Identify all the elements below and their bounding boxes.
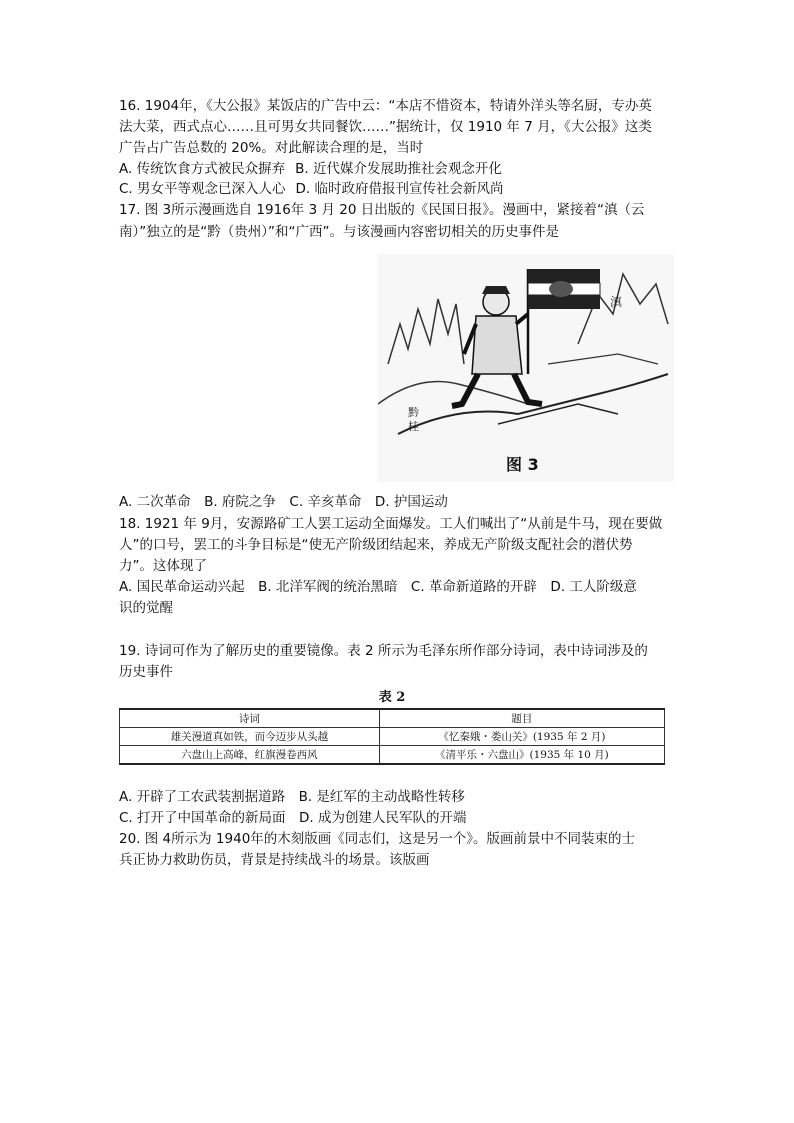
cartoon-illustration [378, 254, 674, 482]
q18-stem-line-3: 力”。这体现了 [119, 558, 207, 574]
svg-text:滇: 滇 [610, 295, 623, 309]
figure-3-label: 图 3 [506, 455, 539, 474]
poem-table [119, 708, 665, 765]
table-cell-title: 《清平乐・六盘山》(1935 年 10 月) [379, 746, 664, 765]
q16-options-cd [119, 179, 504, 199]
q19-options-cd: C. 打开了中国革命的新局面 D. 成为创建人民军队的开端 [119, 810, 467, 826]
q17-stem-line-1: 17. 图 3所示漫画选自 1916年 3 月 20 日出版的《民国日报》。漫画中，紧接着“滇（云 [119, 202, 645, 218]
svg-text:黔: 黔 [408, 406, 419, 419]
table-row [120, 746, 665, 765]
q16-stem-line-2: 法大菜，西式点心……且可男女共同餐饮……”据统计，仅 1910 年 7 月，《大公报》这类 [119, 119, 652, 135]
q17-options: A. 二次革命 B. 府院之争 C. 辛亥革命 D. 护国运动 [119, 494, 448, 510]
q18-stem-line-2: 人”的口号，罢工的斗争目标是“使无产阶级团结起来，养成无产阶级支配社会的潜伏势 [119, 537, 633, 553]
table-header-poem: 诗词 [120, 709, 380, 728]
q16-option-c: C. 男女平等观念已深入人心 [119, 181, 286, 197]
table-2-title: 表 2 [378, 690, 406, 705]
q20-stem-line-2: 兵正协力救助伤员，背景是持续战斗的场景。该版画 [119, 852, 430, 868]
table-cell-poem: 雄关漫道真如铁，而今迈步从头越 [120, 728, 380, 746]
q20-stem-line-1: 20. 图 4所示为 1940年的木刻版画《同志们，这是另一个》。版画前景中不同装束的士 [119, 831, 636, 847]
table-cell-poem: 六盘山上高峰，红旗漫卷西风 [120, 746, 380, 765]
q19-options-ab: A. 开辟了工农武装割据道路 B. 是红军的主动战略性转移 [119, 789, 465, 805]
q17-stem-line-2: 南）”独立的是“黔（贵州）”和“广西”。与该漫画内容密切相关的历史事件是 [119, 224, 559, 240]
q16-options-ab [119, 159, 502, 179]
svg-text:桂: 桂 [408, 420, 419, 433]
q16-stem-line-1: 16. 1904年，《大公报》某饭店的广告中云：“本店不惜资本，特请外洋头等名厨，专办英 [119, 98, 652, 114]
q16-option-b: B. 近代媒介发展助推社会观念开化 [295, 161, 502, 177]
q18-options-line-2: 识的觉醒 [119, 600, 173, 616]
q16-option-a: A. 传统饮食方式被民众摒弃 [119, 161, 286, 177]
table-cell-title: 《忆秦娥・娄山关》(1935 年 2 月) [379, 728, 664, 746]
cartoon-figure-3 [378, 254, 674, 482]
q16-option-d: D. 临时政府借报刊宣传社会新风尚 [295, 181, 504, 197]
q19-stem-line-2: 历史事件 [119, 664, 173, 680]
q19-stem-line-1: 19. 诗词可作为了解历史的重要镜像。表 2 所示为毛泽东所作部分诗词，表中诗词涉及的 [119, 643, 648, 659]
poem-table-block [119, 686, 665, 774]
q18-options-line-1: A. 国民革命运动兴起 B. 北洋军阀的统治黑暗 C. 革命新道路的开辟 D. 工人阶级意 [119, 579, 637, 595]
table-row [120, 728, 665, 746]
q18-stem-line-1: 18. 1921 年 9月，安源路矿工人罢工运动全面爆发。工人们喊出了“从前是牛马，现在要做 [119, 516, 663, 532]
table-header-title: 题目 [379, 709, 664, 728]
q16-stem-line-3: 广告占广告总数的 20%。对此解读合理的是，当时 [119, 140, 424, 156]
table-header-row [120, 709, 665, 728]
